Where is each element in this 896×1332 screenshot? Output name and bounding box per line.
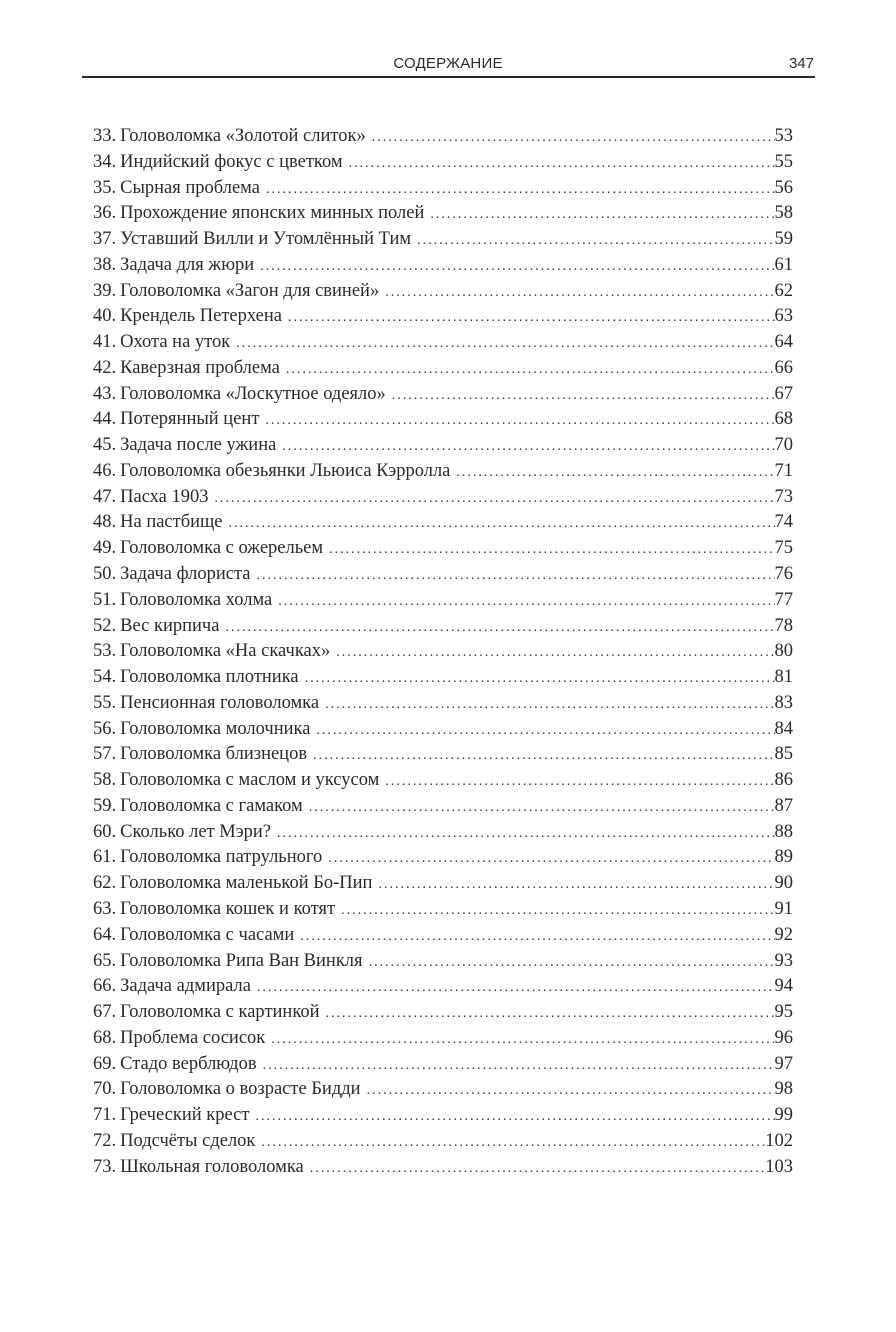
entry-title: Охота на уток xyxy=(120,332,231,353)
entry-title: Головоломка о возрасте Бидди xyxy=(120,1079,361,1100)
entry-number: 72. xyxy=(93,1130,117,1151)
entry-title: Задача после ужина xyxy=(120,435,277,456)
entry-title: Сырная проблема xyxy=(120,177,260,198)
entry-title: Греческий крест xyxy=(120,1105,250,1126)
entry-page: 102 xyxy=(765,1130,793,1151)
dot-leader xyxy=(230,331,774,357)
entry-number: 47. xyxy=(93,486,117,507)
toc-entry[interactable] xyxy=(93,845,793,871)
toc-entry[interactable] xyxy=(93,614,793,640)
dot-leader xyxy=(280,357,775,383)
toc-entry[interactable] xyxy=(93,820,793,846)
dot-leader xyxy=(259,408,774,434)
entry-page: 63 xyxy=(774,306,793,327)
dot-leader xyxy=(249,1104,774,1130)
entry-title: Задача адмирала xyxy=(120,976,251,997)
toc-entry[interactable] xyxy=(93,794,793,820)
entry-title: На пастбище xyxy=(120,512,223,533)
entry-page: 98 xyxy=(774,1079,793,1100)
dot-leader xyxy=(361,1078,775,1104)
toc-entry[interactable] xyxy=(93,1129,793,1155)
entry-number: 35. xyxy=(93,177,117,198)
dot-leader xyxy=(257,1053,775,1079)
entry-page: 94 xyxy=(774,976,793,997)
entry-page: 96 xyxy=(774,1027,793,1048)
entry-title: Головоломка маленькой Бо-Пип xyxy=(120,873,373,894)
entry-number: 70. xyxy=(93,1079,117,1100)
dot-leader xyxy=(276,434,774,460)
toc-entry[interactable] xyxy=(93,433,793,459)
entry-title: Проблема сосисок xyxy=(120,1027,266,1048)
entry-page: 59 xyxy=(774,229,793,250)
entry-number: 44. xyxy=(93,409,117,430)
entry-title: Прохождение японских минных полей xyxy=(120,203,425,224)
toc-entry[interactable] xyxy=(93,510,793,536)
entry-title: Потерянный цент xyxy=(120,409,260,430)
entry-title: Головоломка обезьянки Льюиса Кэрролла xyxy=(120,460,451,481)
entry-number: 71. xyxy=(93,1105,117,1126)
toc-entry[interactable] xyxy=(93,742,793,768)
entry-page: 91 xyxy=(774,898,793,919)
entry-page: 97 xyxy=(774,1053,793,1074)
entry-number: 38. xyxy=(93,254,117,275)
dot-leader xyxy=(294,924,774,950)
toc-entry[interactable] xyxy=(93,1077,793,1103)
entry-title: Головоломка «На скачках» xyxy=(120,641,331,662)
toc-entry[interactable] xyxy=(93,562,793,588)
entry-number: 43. xyxy=(93,383,117,404)
entry-number: 54. xyxy=(93,667,117,688)
toc-entry[interactable] xyxy=(93,176,793,202)
entry-number: 62. xyxy=(93,873,117,894)
page-number: 347 xyxy=(788,55,814,72)
entry-page: 66 xyxy=(774,357,793,378)
entry-number: 39. xyxy=(93,280,117,301)
entry-title: Пасха 1903 xyxy=(120,486,209,507)
dot-leader xyxy=(251,563,775,589)
running-header-title: СОДЕРЖАНИЕ xyxy=(393,55,503,72)
entry-title: Головоломка Рипа Ван Винкля xyxy=(120,950,363,971)
dot-leader xyxy=(319,692,774,718)
entry-title: Головоломка с часами xyxy=(120,924,295,945)
entry-page: 64 xyxy=(774,332,793,353)
dot-leader xyxy=(335,898,774,924)
entry-number: 66. xyxy=(93,976,117,997)
entry-title: Головоломка кошек и котят xyxy=(120,898,336,919)
toc-entry[interactable] xyxy=(93,717,793,743)
entry-number: 40. xyxy=(93,306,117,327)
dot-leader xyxy=(303,795,775,821)
entry-number: 52. xyxy=(93,615,117,636)
toc-entry[interactable] xyxy=(93,665,793,691)
entry-page: 56 xyxy=(774,177,793,198)
dot-leader xyxy=(424,202,774,228)
entry-number: 73. xyxy=(93,1156,117,1177)
toc-entry[interactable] xyxy=(93,356,793,382)
entry-number: 45. xyxy=(93,435,117,456)
entry-number: 51. xyxy=(93,589,117,610)
entry-number: 42. xyxy=(93,357,117,378)
entry-number: 34. xyxy=(93,151,117,172)
entry-page: 93 xyxy=(774,950,793,971)
dot-leader xyxy=(219,615,774,641)
dot-leader xyxy=(411,228,774,254)
entry-page: 71 xyxy=(774,460,793,481)
toc-entry[interactable] xyxy=(93,1103,793,1129)
entry-page: 58 xyxy=(774,203,793,224)
entry-number: 33. xyxy=(93,126,117,146)
entry-page: 92 xyxy=(774,924,793,945)
entry-page: 90 xyxy=(774,873,793,894)
toc-entry[interactable] xyxy=(93,201,793,227)
entry-number: 67. xyxy=(93,1002,117,1023)
entry-page: 61 xyxy=(774,254,793,275)
entry-page: 53 xyxy=(774,126,793,146)
entry-page: 55 xyxy=(774,151,793,172)
entry-number: 69. xyxy=(93,1053,117,1074)
dot-leader xyxy=(307,743,774,769)
entry-number: 56. xyxy=(93,718,117,739)
entry-title: Уставший Вилли и Утомлённый Тим xyxy=(120,229,412,250)
toc-entry[interactable] xyxy=(93,124,793,150)
toc-entry[interactable] xyxy=(93,459,793,485)
entry-number: 41. xyxy=(93,332,117,353)
entry-page: 103 xyxy=(765,1156,793,1177)
entry-page: 73 xyxy=(774,486,793,507)
entry-title: Головоломка «Загон для свиней» xyxy=(120,280,380,301)
toc-entry[interactable] xyxy=(93,871,793,897)
entry-title: Головоломка с картинкой xyxy=(120,1002,320,1023)
entry-number: 37. xyxy=(93,229,117,250)
dot-leader xyxy=(322,846,774,872)
entry-number: 59. xyxy=(93,795,117,816)
table-of-contents xyxy=(93,124,793,1180)
entry-page: 86 xyxy=(774,770,793,791)
toc-entry[interactable] xyxy=(93,253,793,279)
toc-entry[interactable] xyxy=(93,768,793,794)
dot-leader xyxy=(272,589,774,615)
entry-title: Головоломка с маслом и уксусом xyxy=(120,770,380,791)
dot-leader xyxy=(271,821,774,847)
toc-entry[interactable] xyxy=(93,1026,793,1052)
toc-entry[interactable] xyxy=(93,1155,793,1181)
toc-entry[interactable] xyxy=(93,330,793,356)
dot-leader xyxy=(323,537,774,563)
entry-page: 83 xyxy=(774,692,793,713)
toc-entry[interactable] xyxy=(93,407,793,433)
entry-page: 74 xyxy=(774,512,793,533)
entry-title: Головоломка молочника xyxy=(120,718,311,739)
dot-leader xyxy=(343,151,775,177)
entry-title: Головоломка «Золотой слиток» xyxy=(120,126,366,146)
dot-leader xyxy=(386,383,775,409)
entry-number: 64. xyxy=(93,924,117,945)
entry-title: Сколько лет Мэри? xyxy=(120,821,272,842)
entry-title: Головоломка холма xyxy=(120,589,273,610)
dot-leader xyxy=(299,666,775,692)
entry-number: 53. xyxy=(93,641,117,662)
dot-leader xyxy=(310,718,774,744)
dot-leader xyxy=(372,872,774,898)
entry-number: 55. xyxy=(93,692,117,713)
toc-entry[interactable] xyxy=(93,974,793,1000)
entry-number: 50. xyxy=(93,564,117,585)
entry-page: 76 xyxy=(774,564,793,585)
entry-number: 65. xyxy=(93,950,117,971)
entry-number: 49. xyxy=(93,538,117,559)
entry-title: Головоломка патрульного xyxy=(120,847,323,868)
entry-page: 75 xyxy=(774,538,793,559)
entry-title: Школьная головоломка xyxy=(120,1156,304,1177)
entry-page: 62 xyxy=(774,280,793,301)
entry-title: Головоломка «Лоскутное одеяло» xyxy=(120,383,386,404)
dot-leader xyxy=(260,177,775,203)
entry-page: 95 xyxy=(774,1002,793,1023)
toc-entry[interactable] xyxy=(93,1052,793,1078)
entry-page: 84 xyxy=(774,718,793,739)
dot-leader xyxy=(209,486,775,512)
dot-leader xyxy=(379,769,774,795)
entry-page: 67 xyxy=(774,383,793,404)
dot-leader xyxy=(320,1001,775,1027)
toc-entry[interactable] xyxy=(93,150,793,176)
entry-title: Головоломка плотника xyxy=(120,667,299,688)
entry-page: 80 xyxy=(774,641,793,662)
entry-page: 70 xyxy=(774,435,793,456)
entry-page: 99 xyxy=(774,1105,793,1126)
dot-leader xyxy=(330,640,774,666)
toc-entry[interactable] xyxy=(93,382,793,408)
entry-title: Подсчёты сделок xyxy=(120,1130,256,1151)
toc-entry[interactable] xyxy=(93,897,793,923)
entry-number: 57. xyxy=(93,744,117,765)
entry-title: Каверзная проблема xyxy=(120,357,280,378)
dot-leader xyxy=(304,1156,766,1182)
dot-leader xyxy=(366,125,775,151)
toc-entry[interactable] xyxy=(93,279,793,305)
entry-number: 68. xyxy=(93,1027,117,1048)
entry-page: 78 xyxy=(774,615,793,636)
dot-leader xyxy=(450,460,774,486)
toc-entry[interactable] xyxy=(93,639,793,665)
dot-leader xyxy=(251,975,775,1001)
header-rule xyxy=(82,76,815,78)
entry-title: Головоломка с ожерельем xyxy=(120,538,324,559)
dot-leader xyxy=(255,1130,765,1156)
entry-number: 61. xyxy=(93,847,117,868)
entry-number: 58. xyxy=(93,770,117,791)
dot-leader xyxy=(282,305,775,331)
toc-entry[interactable] xyxy=(93,1000,793,1026)
entry-title: Индийский фокус с цветком xyxy=(120,151,343,172)
entry-page: 88 xyxy=(774,821,793,842)
toc-entry[interactable] xyxy=(93,485,793,511)
entry-page: 81 xyxy=(774,667,793,688)
toc-entry[interactable] xyxy=(93,588,793,614)
entry-title: Задача флориста xyxy=(120,564,251,585)
toc-entry[interactable] xyxy=(93,949,793,975)
toc-entry[interactable] xyxy=(93,691,793,717)
toc-entry[interactable] xyxy=(93,923,793,949)
entry-page: 89 xyxy=(774,847,793,868)
entry-page: 85 xyxy=(774,744,793,765)
entry-title: Головоломка с гамаком xyxy=(120,795,303,816)
entry-page: 77 xyxy=(774,589,793,610)
entry-number: 46. xyxy=(93,460,117,481)
entry-title: Головоломка близнецов xyxy=(120,744,308,765)
entry-number: 36. xyxy=(93,203,117,224)
dot-leader xyxy=(379,280,774,306)
entry-page: 87 xyxy=(774,795,793,816)
entry-number: 48. xyxy=(93,512,117,533)
entry-title: Вес кирпича xyxy=(120,615,220,636)
entry-number: 63. xyxy=(93,898,117,919)
dot-leader xyxy=(223,511,775,537)
toc-entry[interactable] xyxy=(93,536,793,562)
entry-title: Крендель Петерхена xyxy=(120,306,282,327)
dot-leader xyxy=(254,254,774,280)
entry-title: Стадо верблюдов xyxy=(120,1053,257,1074)
toc-entry[interactable] xyxy=(93,227,793,253)
entry-title: Пенсионная головоломка xyxy=(120,692,320,713)
dot-leader xyxy=(363,950,775,976)
toc-entry[interactable] xyxy=(93,304,793,330)
entry-page: 68 xyxy=(774,409,793,430)
entry-title: Задача для жюри xyxy=(120,254,255,275)
entry-number: 60. xyxy=(93,821,117,842)
dot-leader xyxy=(265,1027,774,1053)
